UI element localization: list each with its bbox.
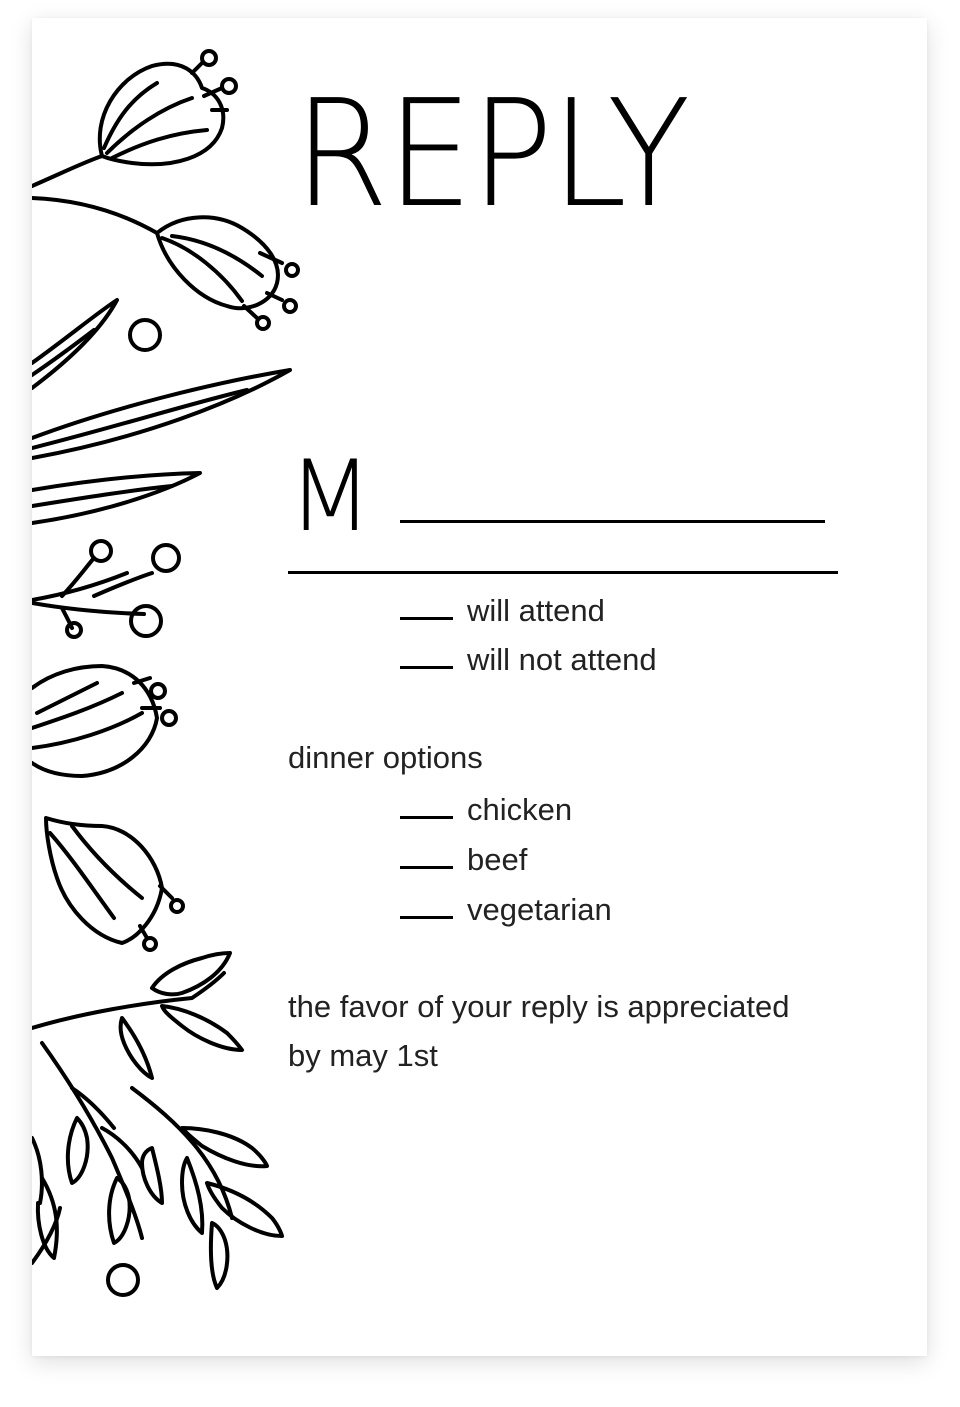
not-attend-option[interactable]	[400, 635, 657, 675]
reply-request-text: the favor of your reply is appreciated	[288, 989, 790, 1024]
attend-blank[interactable]	[400, 617, 453, 620]
floral-line-art-icon	[32, 18, 332, 1356]
dinner-options-heading: dinner options	[288, 740, 483, 775]
not-attend-label: will not attend	[467, 642, 657, 677]
chicken-blank[interactable]	[400, 816, 453, 819]
vegetarian-option[interactable]	[400, 885, 612, 925]
attend-option[interactable]	[400, 586, 605, 626]
reply-deadline-text: by may 1st	[288, 1038, 438, 1073]
name-blank-line[interactable]	[400, 520, 825, 523]
chicken-option[interactable]	[400, 785, 572, 825]
not-attend-blank[interactable]	[400, 666, 453, 669]
vegetarian-blank[interactable]	[400, 916, 453, 919]
beef-blank[interactable]	[400, 866, 453, 869]
page-title: REPLY	[294, 68, 689, 240]
chicken-label: chicken	[467, 792, 573, 827]
vegetarian-label: vegetarian	[467, 892, 612, 927]
beef-label: beef	[467, 842, 528, 877]
beef-option[interactable]	[400, 835, 527, 875]
rsvp-card	[32, 18, 927, 1356]
attend-label: will attend	[467, 593, 605, 628]
name-blank-line-2[interactable]	[288, 571, 838, 574]
name-prefix: M	[288, 440, 373, 554]
